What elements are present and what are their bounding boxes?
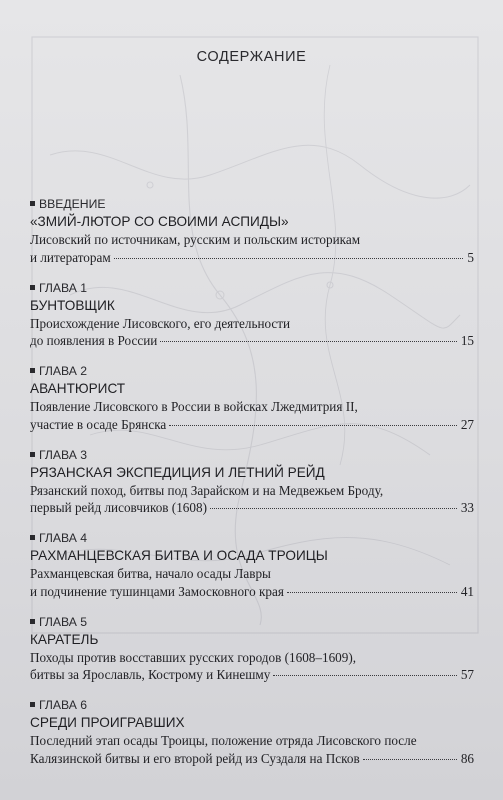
chapter-title: СРЕДИ ПРОИГРАВШИХ: [30, 715, 185, 730]
description-line: Походы против восставших русских городов (1608–1609),: [30, 649, 357, 665]
description-line: Последний этап осады Троицы, положение отряда Лисовского после: [30, 733, 417, 748]
description-last-line: [30, 332, 474, 350]
page-number: 33: [460, 500, 474, 515]
description-line: Калязинской битвы и его второй рейд из Суздаля на Псков: [30, 750, 360, 766]
square-bullet-icon: [30, 535, 35, 540]
dot-leader: [287, 592, 457, 593]
description-line: Рахманцевская битва, начало осады Лавры: [30, 566, 271, 581]
chapter-title: РАХМАНЦЕВСКАЯ БИТВА И ОСАДА ТРОИЦЫ: [30, 548, 328, 563]
chapter-label: [30, 614, 474, 630]
chapter-label: [30, 447, 474, 463]
chapter-label-text: ВВЕДЕНИЕ: [39, 197, 106, 211]
toc-entry: [30, 530, 474, 600]
chapter-title: АВАНТЮРИСТ: [30, 381, 126, 396]
square-bullet-icon: [30, 285, 35, 290]
chapter-description: [30, 231, 474, 266]
toc-entry: [30, 363, 474, 433]
description-line: Появление Лисовского в России в войсках Лжедмитрия II,: [30, 399, 358, 414]
chapter-label: [30, 697, 474, 713]
toc-entry: [30, 447, 474, 517]
chapter-title: «ЗМИЙ-ЛЮТОР СО СВОИМИ АСПИДЫ»: [30, 214, 289, 229]
description-line: участие в осаде Брянска: [30, 416, 167, 432]
square-bullet-icon: [30, 368, 35, 373]
description-line: и подчинение тушинцами Замосковного края: [30, 583, 284, 599]
page-number: 41: [460, 583, 474, 599]
page-number: 57: [460, 667, 474, 682]
toc-entry: [30, 280, 474, 350]
description-last-line: [30, 499, 474, 517]
chapter-description: [30, 649, 474, 684]
dot-leader: [363, 759, 457, 760]
toc-entry: [30, 196, 474, 266]
description-line: первый рейд лисовчиков (1608): [30, 500, 207, 515]
description-last-line: [30, 249, 474, 267]
square-bullet-icon: [30, 201, 35, 206]
toc-heading: СОДЕРЖАНИЕ: [196, 49, 307, 65]
square-bullet-icon: [30, 619, 35, 624]
chapter-label-text: ГЛАВА 6: [39, 698, 88, 712]
chapter-description: [30, 732, 474, 767]
description-line: Происхождение Лисовского, его деятельности: [30, 315, 291, 331]
chapter-label: [30, 196, 474, 212]
description-line: и литераторам: [30, 249, 111, 265]
page-number: 5: [467, 249, 474, 265]
toc-entries: [30, 196, 474, 781]
page-number: 86: [460, 750, 474, 766]
chapter-label: [30, 363, 474, 379]
chapter-label-text: ГЛАВА 3: [39, 447, 88, 462]
description-line: Рязанский поход, битвы под Зарайском и на Медвежьем Броду,: [30, 482, 384, 498]
chapter-label-text: ГЛАВА 1: [39, 280, 88, 295]
description-last-line: [30, 750, 474, 768]
chapter-label: [30, 530, 474, 546]
dot-leader: [169, 425, 457, 426]
description-line: до появления в России: [30, 333, 158, 348]
chapter-label-text: ГЛАВА 4: [39, 531, 88, 545]
chapter-description: [30, 565, 474, 600]
square-bullet-icon: [30, 702, 35, 707]
chapter-label-text: ГЛАВА 5: [39, 614, 88, 629]
chapter-description: [30, 482, 474, 517]
description-line: Лисовский по источникам, русским и польским историкам: [30, 232, 361, 247]
description-last-line: [30, 416, 474, 434]
description-last-line: [30, 666, 474, 684]
description-line: битвы за Ярославль, Кострому и Кинешму: [30, 667, 271, 682]
description-last-line: [30, 583, 474, 601]
page-number: 27: [460, 416, 474, 432]
square-bullet-icon: [30, 452, 35, 457]
chapter-label: [30, 280, 474, 296]
chapter-description: [30, 398, 474, 433]
toc-entry: [30, 697, 474, 767]
toc-entry: [30, 614, 474, 684]
dot-leader: [160, 341, 457, 342]
chapter-label-text: ГЛАВА 2: [39, 364, 88, 378]
dot-leader: [114, 258, 464, 259]
dot-leader: [273, 675, 456, 676]
chapter-title: БУНТОВЩИК: [30, 297, 115, 313]
chapter-title: РЯЗАНСКАЯ ЭКСПЕДИЦИЯ И ЛЕТНИЙ РЕЙД: [30, 464, 325, 480]
chapter-title: КАРАТЕЛЬ: [30, 631, 99, 647]
page-number: 15: [460, 333, 474, 348]
dot-leader: [210, 508, 457, 509]
chapter-description: [30, 315, 474, 350]
